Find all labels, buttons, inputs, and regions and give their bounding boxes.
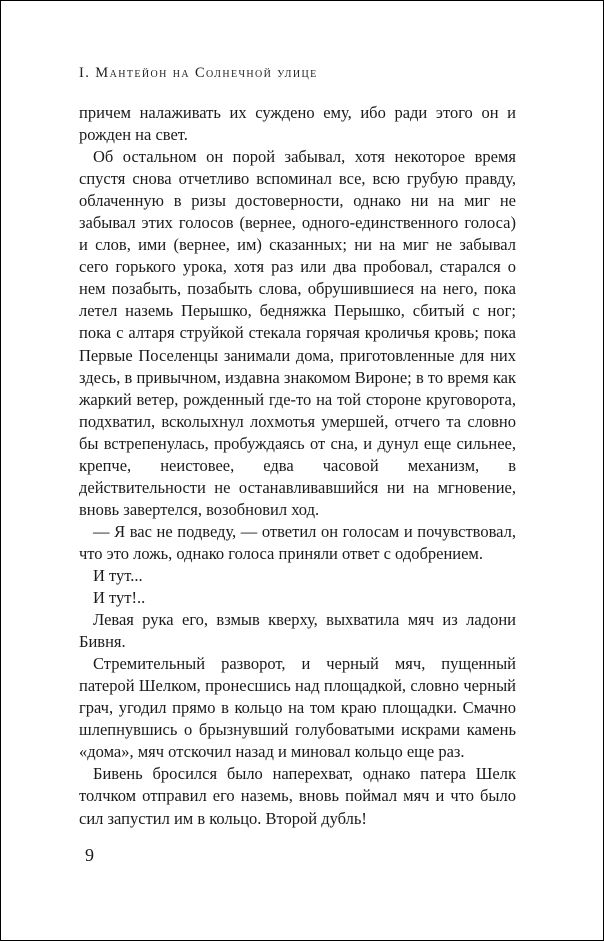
page-number: 9 <box>85 845 94 865</box>
paragraph: И тут!.. <box>93 588 146 608</box>
running-header: I. Мантейон на Солнечной улице <box>79 65 318 81</box>
paragraph: И тут... <box>93 565 143 585</box>
paragraph: Левая рука его, взмыв кверху, выхватила мяч из ладони Бивня. <box>79 610 516 652</box>
paragraph: — Я вас не подведу, — ответил он голосам и почувствовал, что это ложь, однако голоса приняли ответ с одобрением. <box>79 521 516 563</box>
paragraph: Об остальном он порой забывал, хотя некоторое время спустя снова отчетливо вспоминал все, всю грубую правду, облаченную в ризы достоверности, однако ни на миг не забывал этих голосов (вернее, одного-единственного голоса) и слов, ими (вернее, им) сказанных; ни на миг не забывал сего горького урока, хотя раз или два пробовал, старался о нем позабыть, позабыть слова, обрушившиеся на него, пока летел наземь Перышко, бедняжка Перышко, сбитый с ног; пока с алтаря струйкой стекала горячая кроличья кровь; пока Первые Поселенцы занимали дома, приготовленные для них здесь, в привычном, издавна знакомом Вироне; в то время как жаркий ветер, рожденный где-то на той стороне круговорота, подхватил, всколыхнул лохмотья умершей, отчего та словно бы встрепенулась, пробуждаясь от сна, и дунул еще сильнее, крепче, неистовее, едва часовой механизм, в действительности не останавливавшийся ни на мгновение, вновь завертелся, возобновил ход. <box>79 147 516 519</box>
paragraph: Бивень бросился было наперехват, однако патера Шелк толчком отправил его наземь, вновь поймал мяч и что было сил запустил им в кольцо. Второй дубль! <box>79 764 516 828</box>
paragraph: Стремительный разворот, и черный мяч, пущенный патерой Шелком, пронесшись над площадкой, словно черный грач, угодил прямо в кольцо на том краю площадки. Смачно шлепнувшись о брызнувший голубоватыми искрами камень «дома», мяч отскочил назад и миновал кольцо еще раз. <box>79 654 516 762</box>
paragraph: причем налаживать их суждено ему, ибо ради этого он и рожден на свет. <box>79 103 516 145</box>
body-text <box>79 102 516 830</box>
